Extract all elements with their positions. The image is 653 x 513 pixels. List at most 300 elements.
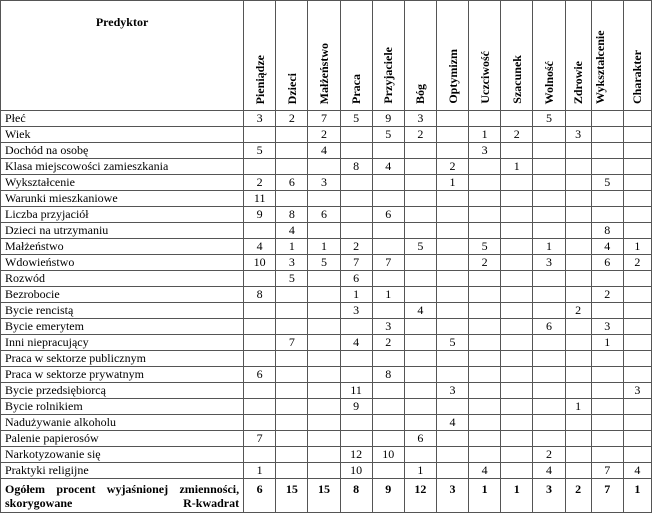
total-cell: 3	[533, 479, 565, 513]
table-cell	[469, 351, 501, 367]
table-cell	[501, 303, 533, 319]
table-cell: 1	[340, 287, 372, 303]
table-cell	[533, 367, 565, 383]
table-cell: 1	[591, 335, 623, 351]
table-cell	[308, 159, 340, 175]
table-cell	[469, 367, 501, 383]
total-cell: 6	[244, 479, 276, 513]
table-cell	[591, 367, 623, 383]
table-cell	[276, 367, 308, 383]
table-cell: 6	[276, 175, 308, 191]
table-cell: 3	[372, 319, 404, 335]
table-cell	[591, 271, 623, 287]
table-cell	[501, 111, 533, 127]
table-cell	[372, 415, 404, 431]
table-cell	[340, 319, 372, 335]
table-cell	[469, 303, 501, 319]
table-cell: 2	[276, 111, 308, 127]
table-cell: 2	[308, 127, 340, 143]
table-cell	[501, 383, 533, 399]
row-label: Liczba przyjaciół	[1, 207, 244, 223]
table-row	[1, 255, 652, 271]
table-cell	[623, 175, 651, 191]
row-label: Bycie rolnikiem	[1, 399, 244, 415]
predictor-header: Predyktor	[1, 1, 244, 111]
table-cell	[436, 447, 468, 463]
table-cell	[244, 447, 276, 463]
table-row	[1, 175, 652, 191]
table-cell	[501, 239, 533, 255]
total-cell: 15	[308, 479, 340, 513]
table-cell	[308, 367, 340, 383]
table-cell: 2	[372, 335, 404, 351]
table-cell: 2	[404, 127, 436, 143]
table-cell: 6	[308, 207, 340, 223]
table-cell	[623, 287, 651, 303]
table-cell	[623, 447, 651, 463]
table-cell: 8	[340, 159, 372, 175]
table-cell	[372, 271, 404, 287]
total-cell: 1	[469, 479, 501, 513]
table-cell	[533, 159, 565, 175]
table-cell	[276, 447, 308, 463]
row-label: Nadużywanie alkoholu	[1, 415, 244, 431]
table-cell	[404, 447, 436, 463]
table-cell: 11	[244, 191, 276, 207]
table-cell: 5	[244, 143, 276, 159]
table-cell	[623, 303, 651, 319]
table-cell	[340, 207, 372, 223]
table-cell	[244, 127, 276, 143]
column-header: Wolność	[533, 1, 565, 111]
table-cell	[404, 399, 436, 415]
table-cell	[469, 223, 501, 239]
table-cell	[372, 431, 404, 447]
table-cell	[308, 223, 340, 239]
table-cell: 9	[244, 207, 276, 223]
table-cell: 2	[533, 447, 565, 463]
table-cell	[565, 143, 591, 159]
table-cell	[372, 191, 404, 207]
table-cell	[501, 431, 533, 447]
table-row	[1, 287, 652, 303]
table-cell: 5	[372, 127, 404, 143]
table-row	[1, 383, 652, 399]
table-cell	[591, 127, 623, 143]
table-cell: 2	[469, 255, 501, 271]
table-cell: 4	[533, 463, 565, 479]
table-cell	[501, 463, 533, 479]
table-cell	[469, 175, 501, 191]
table-cell: 7	[276, 335, 308, 351]
table-cell	[436, 351, 468, 367]
table-cell	[404, 143, 436, 159]
table-cell	[244, 383, 276, 399]
table-cell	[501, 319, 533, 335]
table-cell	[340, 415, 372, 431]
table-row	[1, 271, 652, 287]
table-cell: 5	[340, 111, 372, 127]
table-row	[1, 463, 652, 479]
table-cell	[340, 127, 372, 143]
table-cell	[533, 383, 565, 399]
table-cell	[565, 191, 591, 207]
table-cell	[340, 191, 372, 207]
table-cell	[533, 207, 565, 223]
table-row	[1, 335, 652, 351]
table-cell	[244, 335, 276, 351]
table-cell	[533, 287, 565, 303]
total-cell: 3	[436, 479, 468, 513]
column-header: Charakter	[623, 1, 651, 111]
total-label: Ogółem procent wyjaśnionej zmienności, skorygowane R-kwadrat	[1, 479, 244, 513]
table-cell	[501, 287, 533, 303]
table-cell: 1	[372, 287, 404, 303]
column-header: Uczciwość	[469, 1, 501, 111]
total-cell: 12	[404, 479, 436, 513]
row-label: Narkotyzowanie się	[1, 447, 244, 463]
table-cell	[565, 383, 591, 399]
table-cell	[372, 143, 404, 159]
table-cell: 8	[591, 223, 623, 239]
table-cell	[533, 415, 565, 431]
table-cell: 6	[533, 319, 565, 335]
table-cell	[340, 143, 372, 159]
table-cell: 1	[244, 463, 276, 479]
total-cell: 8	[340, 479, 372, 513]
table-cell: 10	[340, 463, 372, 479]
table-cell	[404, 175, 436, 191]
table-cell	[591, 447, 623, 463]
table-cell: 1	[533, 239, 565, 255]
table-cell	[372, 399, 404, 415]
table-cell	[436, 191, 468, 207]
row-label: Płeć	[1, 111, 244, 127]
table-cell	[308, 431, 340, 447]
table-cell: 3	[276, 255, 308, 271]
row-label: Palenie papierosów	[1, 431, 244, 447]
table-cell	[404, 335, 436, 351]
table-cell	[501, 223, 533, 239]
table-cell: 2	[565, 303, 591, 319]
table-cell	[372, 303, 404, 319]
table-cell	[276, 463, 308, 479]
table-row	[1, 319, 652, 335]
table-cell	[244, 223, 276, 239]
table-cell	[436, 287, 468, 303]
table-cell	[276, 127, 308, 143]
table-cell	[372, 351, 404, 367]
table-cell	[565, 207, 591, 223]
table-cell	[436, 127, 468, 143]
table-cell	[501, 399, 533, 415]
table-cell	[565, 319, 591, 335]
table-cell: 8	[244, 287, 276, 303]
table-cell: 9	[340, 399, 372, 415]
table-cell: 4	[591, 239, 623, 255]
table-cell	[372, 463, 404, 479]
table-cell	[276, 191, 308, 207]
table-cell	[340, 175, 372, 191]
table-cell	[533, 399, 565, 415]
table-cell: 2	[501, 127, 533, 143]
table-row	[1, 239, 652, 255]
table-cell	[565, 335, 591, 351]
table-cell	[404, 319, 436, 335]
table-cell	[469, 111, 501, 127]
total-cell: 1	[501, 479, 533, 513]
column-header: Praca	[340, 1, 372, 111]
row-label: Wykształcenie	[1, 175, 244, 191]
row-label: Praca w sektorze prywatnym	[1, 367, 244, 383]
table-cell	[565, 447, 591, 463]
table-cell	[623, 207, 651, 223]
table-cell: 2	[436, 159, 468, 175]
table-row	[1, 159, 652, 175]
table-cell: 4	[436, 415, 468, 431]
table-cell	[623, 367, 651, 383]
table-cell: 6	[591, 255, 623, 271]
row-label: Wiek	[1, 127, 244, 143]
table-cell: 5	[276, 271, 308, 287]
table-cell	[469, 335, 501, 351]
table-cell	[591, 111, 623, 127]
table-cell: 10	[372, 447, 404, 463]
table-cell: 6	[404, 431, 436, 447]
table-cell	[533, 335, 565, 351]
table-cell: 1	[308, 239, 340, 255]
table-cell	[436, 399, 468, 415]
table-cell	[565, 351, 591, 367]
table-cell	[533, 191, 565, 207]
table-cell	[308, 319, 340, 335]
table-cell	[372, 175, 404, 191]
table-cell	[565, 239, 591, 255]
row-label: Wdowieństwo	[1, 255, 244, 271]
table-cell: 5	[533, 111, 565, 127]
table-cell	[591, 143, 623, 159]
table-cell	[623, 127, 651, 143]
table-row	[1, 127, 652, 143]
total-cell: 9	[372, 479, 404, 513]
table-cell	[501, 415, 533, 431]
table-cell: 4	[372, 159, 404, 175]
table-cell	[436, 367, 468, 383]
table-cell	[436, 223, 468, 239]
table-cell: 3	[436, 383, 468, 399]
table-cell: 1	[276, 239, 308, 255]
column-header: Bóg	[404, 1, 436, 111]
table-cell: 8	[276, 207, 308, 223]
table-cell: 8	[372, 367, 404, 383]
table-cell	[244, 303, 276, 319]
table-cell: 3	[591, 319, 623, 335]
table-cell: 4	[623, 463, 651, 479]
table-cell	[469, 431, 501, 447]
table-cell	[244, 271, 276, 287]
table-cell	[436, 255, 468, 271]
table-cell	[533, 303, 565, 319]
table-cell	[469, 415, 501, 431]
row-label: Praca w sektorze publicznym	[1, 351, 244, 367]
table-cell: 3	[404, 111, 436, 127]
table-cell	[404, 223, 436, 239]
table-cell	[469, 399, 501, 415]
table-cell	[404, 255, 436, 271]
table-cell	[469, 191, 501, 207]
table-cell	[623, 271, 651, 287]
table-cell	[276, 287, 308, 303]
table-cell	[623, 191, 651, 207]
table-cell	[244, 319, 276, 335]
table-cell: 4	[276, 223, 308, 239]
table-cell	[340, 431, 372, 447]
column-header: Pieniądze	[244, 1, 276, 111]
table-cell: 7	[372, 255, 404, 271]
table-cell: 3	[623, 383, 651, 399]
table-cell	[404, 383, 436, 399]
table-cell: 7	[244, 431, 276, 447]
table-cell	[436, 239, 468, 255]
row-label: Klasa miejscowości zamieszkania	[1, 159, 244, 175]
table-cell: 6	[244, 367, 276, 383]
table-cell: 4	[340, 335, 372, 351]
table-cell	[276, 415, 308, 431]
table-cell	[623, 223, 651, 239]
table-cell: 2	[244, 175, 276, 191]
table-cell	[308, 463, 340, 479]
table-cell	[308, 399, 340, 415]
table-cell	[308, 383, 340, 399]
row-label: Inni niepracujący	[1, 335, 244, 351]
table-cell	[276, 383, 308, 399]
total-cell: 7	[591, 479, 623, 513]
table-cell	[308, 303, 340, 319]
table-row	[1, 415, 652, 431]
table-cell	[623, 399, 651, 415]
table-cell	[623, 335, 651, 351]
row-label: Bezrobocie	[1, 287, 244, 303]
table-cell	[623, 351, 651, 367]
table-cell	[501, 351, 533, 367]
table-cell: 5	[436, 335, 468, 351]
table-cell: 6	[340, 271, 372, 287]
table-cell	[591, 383, 623, 399]
table-cell: 5	[469, 239, 501, 255]
table-cell	[623, 111, 651, 127]
table-cell	[244, 351, 276, 367]
table-cell	[623, 143, 651, 159]
table-cell	[404, 191, 436, 207]
table-cell	[591, 415, 623, 431]
table-cell	[565, 223, 591, 239]
table-cell: 7	[340, 255, 372, 271]
row-label: Warunki mieszkaniowe	[1, 191, 244, 207]
table-cell	[436, 463, 468, 479]
table-cell: 4	[404, 303, 436, 319]
table-cell: 3	[565, 127, 591, 143]
table-cell	[404, 287, 436, 303]
total-cell: 2	[565, 479, 591, 513]
table-cell: 1	[404, 463, 436, 479]
row-label: Dochód na osobę	[1, 143, 244, 159]
table-cell	[436, 431, 468, 447]
table-cell: 3	[469, 143, 501, 159]
table-row	[1, 367, 652, 383]
table-cell	[565, 367, 591, 383]
total-cell: 1	[623, 479, 651, 513]
table-cell	[501, 207, 533, 223]
table-cell	[404, 351, 436, 367]
table-cell: 1	[501, 159, 533, 175]
table-cell	[565, 111, 591, 127]
table-row	[1, 447, 652, 463]
table-cell	[623, 415, 651, 431]
table-cell	[565, 255, 591, 271]
table-cell: 4	[244, 239, 276, 255]
table-cell	[591, 191, 623, 207]
table-cell	[276, 431, 308, 447]
table-cell: 9	[372, 111, 404, 127]
row-label: Praktyki religijne	[1, 463, 244, 479]
table-cell	[501, 255, 533, 271]
table-row	[1, 143, 652, 159]
row-label: Bycie przedsiębiorcą	[1, 383, 244, 399]
table-row	[1, 207, 652, 223]
table-cell	[533, 223, 565, 239]
table-cell: 5	[591, 175, 623, 191]
table-cell: 6	[372, 207, 404, 223]
row-label: Bycie emerytem	[1, 319, 244, 335]
table-cell	[501, 143, 533, 159]
column-header: Przyjaciele	[372, 1, 404, 111]
table-cell	[469, 271, 501, 287]
column-header: Wykształcenie	[591, 1, 623, 111]
table-cell	[469, 383, 501, 399]
table-row	[1, 191, 652, 207]
table-cell	[436, 319, 468, 335]
table-cell	[501, 447, 533, 463]
table-cell	[533, 431, 565, 447]
table-cell	[591, 431, 623, 447]
table-cell	[276, 319, 308, 335]
table-cell: 3	[533, 255, 565, 271]
table-cell	[501, 175, 533, 191]
table-cell	[565, 287, 591, 303]
row-label: Rozwód	[1, 271, 244, 287]
table-row	[1, 399, 652, 415]
table-cell	[565, 175, 591, 191]
table-row	[1, 431, 652, 447]
table-cell	[436, 271, 468, 287]
table-cell: 3	[308, 175, 340, 191]
table-cell	[372, 383, 404, 399]
table-cell	[308, 335, 340, 351]
table-cell	[501, 271, 533, 287]
table-cell: 2	[340, 239, 372, 255]
table-cell	[308, 271, 340, 287]
table-cell: 3	[244, 111, 276, 127]
table-cell	[340, 223, 372, 239]
table-cell	[436, 143, 468, 159]
table-row	[1, 351, 652, 367]
table-cell	[591, 351, 623, 367]
table-cell	[565, 415, 591, 431]
table-cell: 7	[591, 463, 623, 479]
table-cell	[340, 351, 372, 367]
table-cell	[308, 191, 340, 207]
table-cell	[623, 159, 651, 175]
